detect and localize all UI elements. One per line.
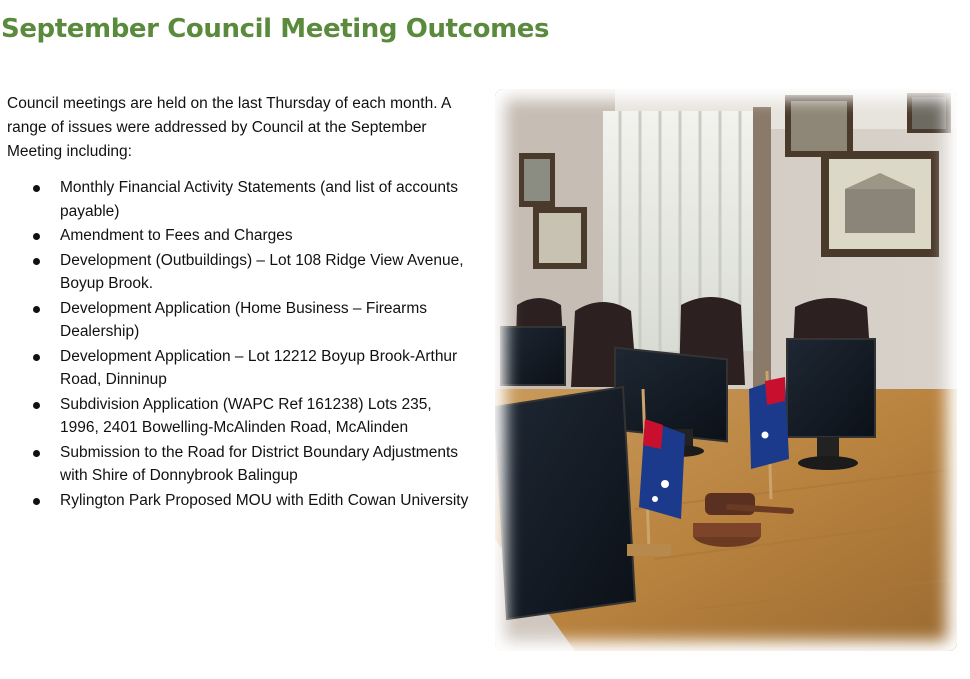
bullet-icon (33, 402, 40, 409)
list-item-text: Subdivision Application (WAPC Ref 161238) Lots 235, 1996, 2401 Bowelling-McAlinden Road, McAlinden (60, 395, 432, 436)
list-item-text: Amendment to Fees and Charges (60, 227, 293, 244)
list-item (0, 224, 470, 248)
intro-paragraph: Council meetings are held on the last Thursday of each month. A range of issues were addressed by Council at the September Meeting including: (7, 95, 451, 160)
bullet-icon (33, 450, 40, 457)
bullet-icon (33, 306, 40, 313)
outcome-list (0, 176, 470, 513)
bullet-icon (33, 354, 40, 361)
council-chamber-photo (495, 89, 957, 651)
list-item-text: Rylington Park Proposed MOU with Edith Cowan University (60, 491, 469, 509)
list-item (0, 249, 470, 296)
wall-pillar (753, 107, 771, 397)
bullet-icon (33, 185, 40, 192)
bullet-icon (33, 498, 40, 505)
council-chamber-illustration (495, 89, 957, 651)
list-item (0, 176, 470, 223)
list-item (0, 345, 470, 392)
list-item-text: Submission to the Road for District Boundary Adjustments with Shire of Donnybrook Balingup (60, 443, 459, 484)
list-item (0, 393, 470, 440)
list-item-text: Monthly Financial Activity Statements (and list of accounts payable) (60, 179, 459, 220)
list-item (0, 489, 470, 513)
list-item (0, 297, 470, 344)
bullet-icon (33, 233, 40, 240)
list-item-text: Development Application (Home Business – Firearms Dealership) (60, 299, 427, 340)
bullet-icon (33, 258, 40, 265)
list-item-text: Development Application – Lot 12212 Boyup Brook-Arthur Road, Dinninup (60, 347, 458, 388)
list-item-text: Development (Outbuildings) – Lot 108 Ridge View Avenue, Boyup Brook. (60, 251, 464, 292)
list-item (0, 441, 470, 488)
page-title: September Council Meeting Outcomes (1, 14, 550, 44)
